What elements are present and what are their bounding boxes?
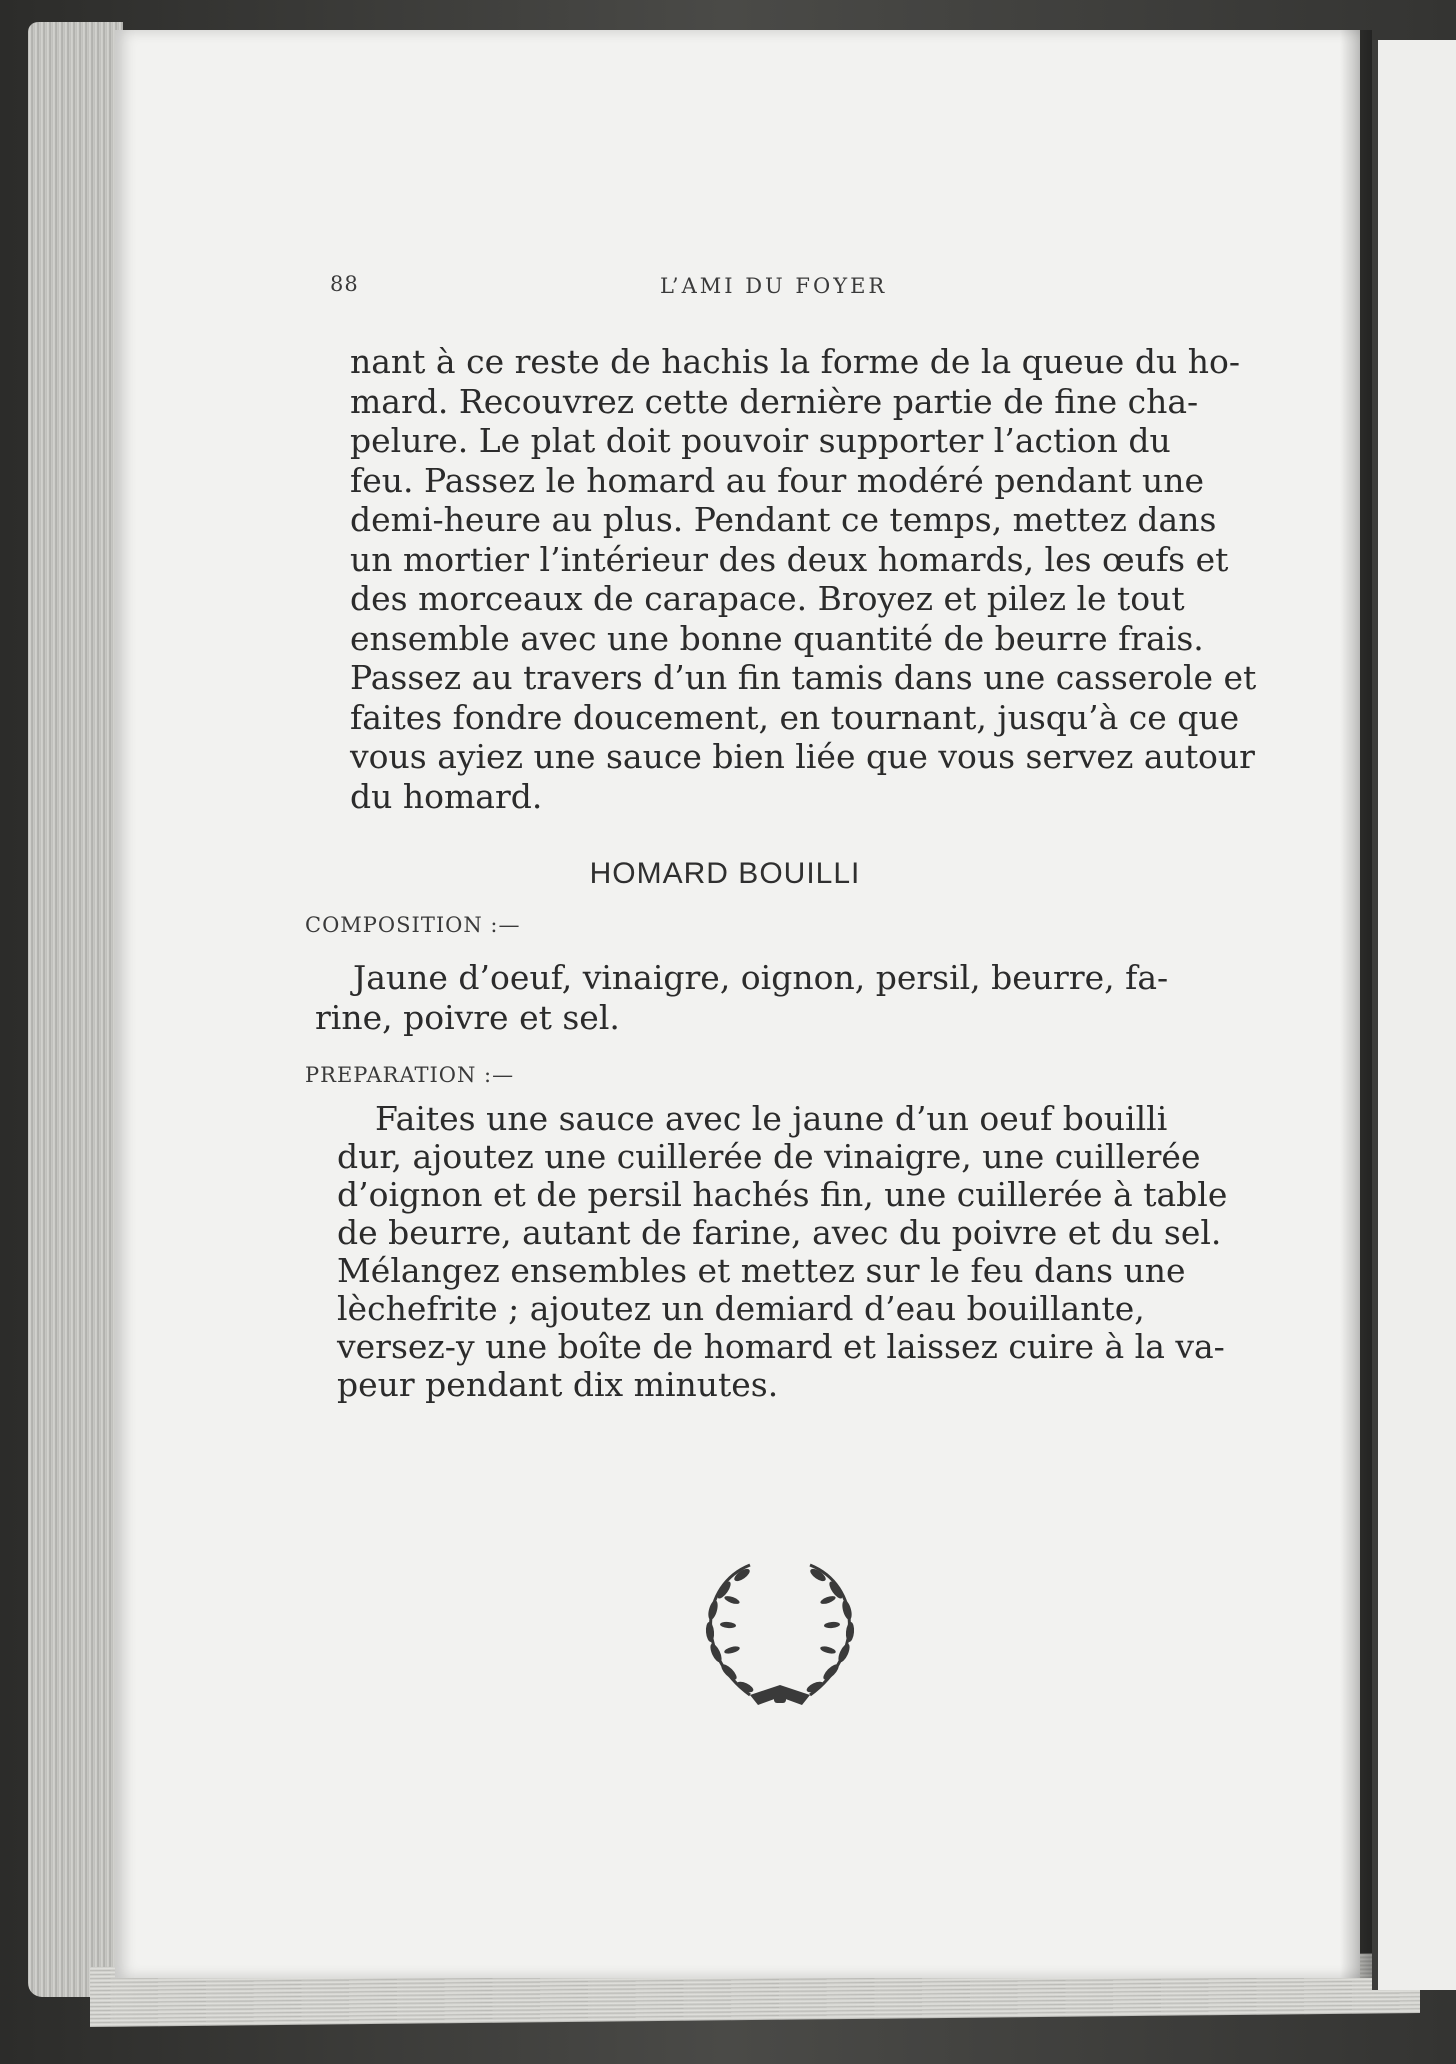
page-stack-edge [28, 22, 123, 1997]
text-line: des morceaux de carapace. Broyez et pilez le tout [350, 579, 1185, 618]
page-number: 88 [330, 272, 359, 296]
text-line: d’oignon et de persil hachés fin, une cuillerée à table [337, 1175, 1228, 1214]
text-line: versez-y une boîte de homard et laissez cuire à la va- [337, 1327, 1225, 1366]
text-line: peur pendant dix minutes. [337, 1365, 779, 1404]
text-line: feu. Passez le homard au four modéré pendant une [350, 460, 1205, 500]
text-line: vous ayiez une sauce bien liée que vous servez autour [350, 737, 1255, 776]
text-line: rine, poivre et sel. [315, 998, 620, 1037]
text-line: Jaune d’oeuf, vinaigre, oignon, persil, beurre, fa- [353, 958, 1169, 997]
composition-paragraph [315, 958, 1397, 1038]
text-line: ensemble avec une bonne quantité de beurre frais. [350, 618, 1204, 658]
page-header [115, 272, 1360, 302]
text-line: Passez au travers d’un fin tamis dans une casserole et [350, 658, 1257, 697]
text-line: Faites une sauce avec le jaune d’un oeuf bouilli [375, 1099, 1168, 1138]
recipe-title: HOMARD BOUILLI [589, 857, 861, 890]
text-line: un mortier l’intérieur des deux homards, les œufs et [350, 539, 1229, 579]
running-title: L’AMI DU FOYER [660, 274, 888, 298]
text-line: pelure. Le plat doit pouvoir supporter l’action du [350, 421, 1171, 460]
text-line: du homard. [350, 776, 543, 816]
text-line: nant à ce reste de hachis la forme de la queue du ho- [350, 342, 1240, 381]
text-line: demi-heure au plus. Pendant ce temps, mettez dans [350, 500, 1217, 539]
book-page [115, 30, 1360, 1978]
laurel-wreath-icon [680, 1545, 880, 1715]
text-line: lèchefrite ; ajoutez un demiard d’eau bouillante, [337, 1289, 1145, 1328]
preparation-label: PREPARATION :— [305, 1063, 515, 1087]
text-line: faites fondre doucement, en tournant, jusqu’à ce que [350, 697, 1240, 737]
gutter-shadow [1340, 30, 1372, 1978]
text-line: dur, ajoutez une cuillerée de vinaigre, une cuillerée [337, 1137, 1201, 1176]
text-line: Mélangez ensembles et mettez sur le feu dans une [337, 1251, 1186, 1290]
preparation-paragraph [337, 1100, 1397, 1404]
continuation-paragraph [350, 342, 1397, 816]
composition-label: COMPOSITION :— [305, 913, 521, 937]
text-line: mard. Recouvrez cette dernière partie de fine cha- [350, 381, 1199, 421]
text-line: de beurre, autant de farine, avec du poivre et du sel. [337, 1213, 1222, 1252]
